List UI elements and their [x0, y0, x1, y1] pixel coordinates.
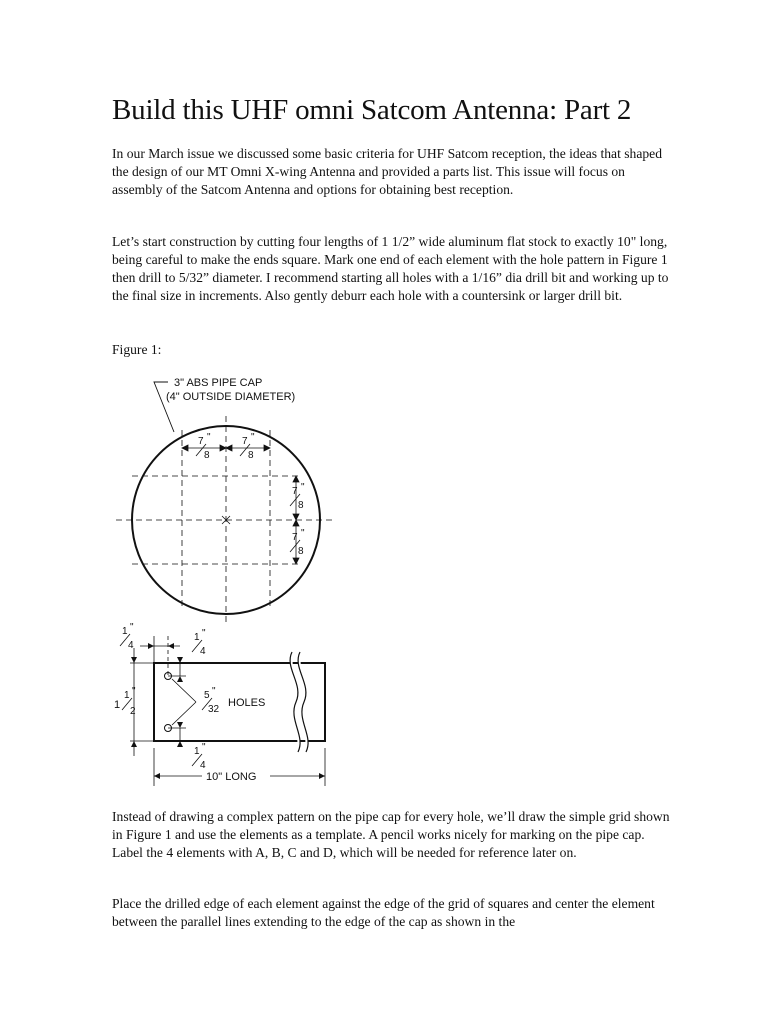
diameter-label: (4" OUTSIDE DIAMETER)	[166, 391, 296, 403]
fraction-7-8-right-lower	[290, 528, 305, 557]
figure-1-diagram	[110, 368, 350, 788]
fraction-7-8-top-left	[196, 432, 211, 461]
svg-text:7: 7	[242, 436, 248, 447]
svg-text:8: 8	[204, 450, 210, 461]
grid-paragraph: Instead of drawing a complex pattern on the pipe cap for every hole, we’ll draw the simple grid shown in Figure 1 and use the elements as a template. A pencil works nicely for marking on the pipe cap. Label the 4 elements with A, B, C and D, which will be needed for reference later on.	[112, 809, 670, 860]
length-label: 10" LONG	[206, 771, 257, 783]
intro-paragraph: In our March issue we discussed some basic criteria for UHF Satcom reception, the ideas that shaped the design of our MT Omni X-wing Antenna and provided a parts list. This issue will focus on assembly of the Satcom Antenna and options for obtaining best reception.	[112, 146, 663, 197]
construction-paragraph: Let’s start construction by cutting four lengths of 1 1/2” wide aluminum flat stock to exactly 10" long, being careful to make the ends square. Mark one end of each element with the hole pattern in Figure 1 then drill to 5/32” diameter. I recommend starting all holes with a 1/16” dia drill bit and working up to the final size in increments. Also gently deburr each hole with a countersink or larger drill bit.	[112, 234, 669, 303]
svg-text:": "	[207, 432, 211, 443]
svg-text:": "	[130, 622, 134, 633]
placement-paragraph: Place the drilled edge of each element against the edge of the grid of squares and center the element between the parallel lines extending to the edge of the cap as shown in the	[112, 896, 655, 929]
svg-text:1: 1	[194, 746, 200, 757]
svg-text:4: 4	[128, 640, 134, 651]
svg-text:7: 7	[292, 486, 298, 497]
svg-text:": "	[202, 742, 206, 753]
fraction-7-8-right-upper	[290, 482, 305, 511]
holes-label: HOLES	[228, 697, 266, 709]
fraction-1-4-upper	[192, 628, 206, 657]
svg-text:8: 8	[298, 546, 304, 557]
fraction-1-4-left	[120, 622, 134, 651]
svg-text:32: 32	[208, 704, 220, 715]
svg-text:2: 2	[130, 706, 136, 717]
svg-text:": "	[301, 482, 305, 493]
svg-text:5: 5	[204, 690, 210, 701]
svg-text:": "	[132, 686, 136, 697]
fraction-5-32-holes	[202, 686, 220, 715]
svg-text:": "	[202, 628, 206, 639]
svg-text:8: 8	[248, 450, 254, 461]
svg-text:1: 1	[114, 699, 121, 711]
fraction-1-4-lower	[192, 742, 206, 771]
svg-text:1: 1	[122, 626, 128, 637]
fraction-7-8-top-right	[240, 432, 255, 461]
svg-text:4: 4	[200, 760, 206, 771]
svg-text:": "	[212, 686, 216, 697]
page-title: Build this UHF omni Satcom Antenna: Part 2	[112, 94, 632, 126]
element-drawing	[130, 636, 325, 786]
svg-text:1: 1	[194, 632, 200, 643]
svg-text:": "	[251, 432, 255, 443]
svg-text:7: 7	[292, 532, 298, 543]
svg-text:1: 1	[124, 690, 130, 701]
figure-caption: Figure 1:	[112, 342, 162, 357]
svg-text:4: 4	[200, 646, 206, 657]
svg-text:8: 8	[298, 500, 304, 511]
fraction-1-1-2	[114, 686, 136, 717]
svg-text:": "	[301, 528, 305, 539]
svg-text:7: 7	[198, 436, 204, 447]
pipe-cap-label: 3" ABS PIPE CAP	[174, 377, 263, 389]
